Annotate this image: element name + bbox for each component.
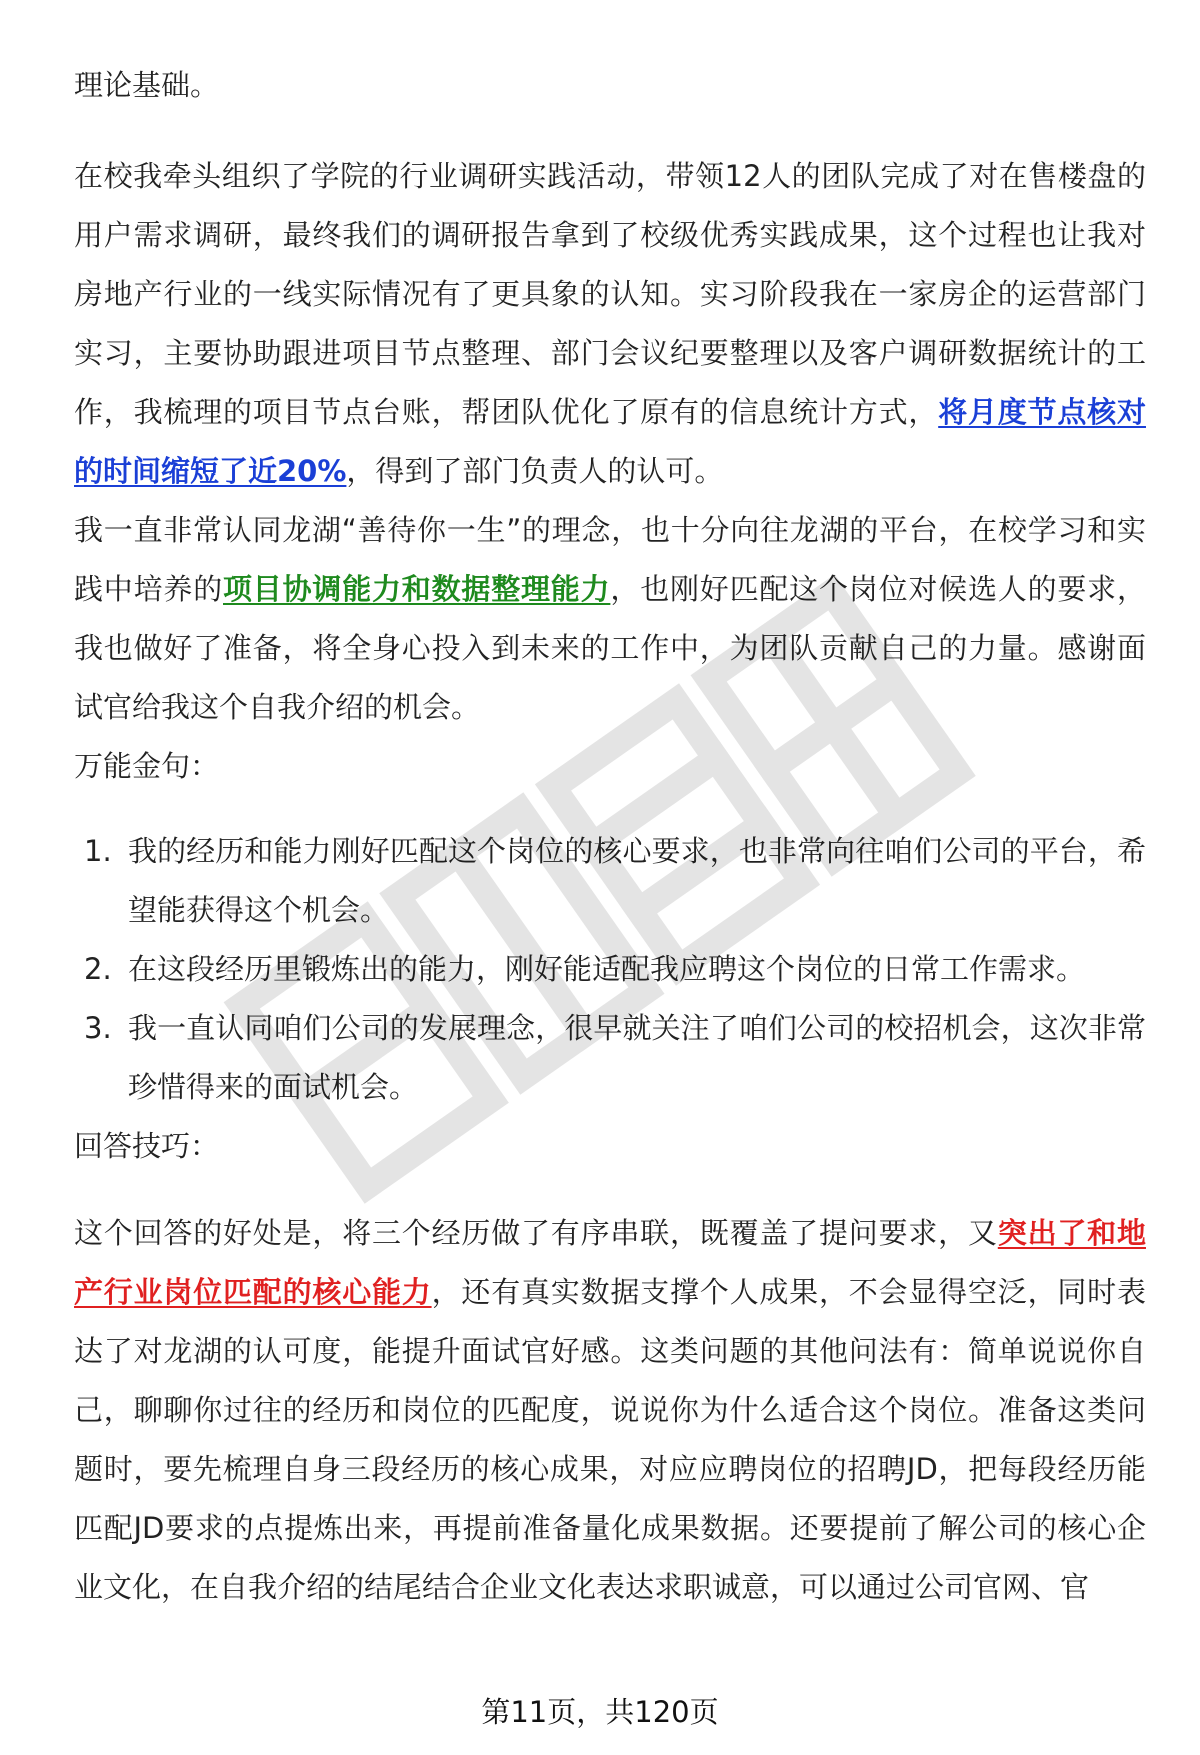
- document-page: [74, 56, 1146, 1617]
- motivation-highlight: 项目协调能力和数据整理能力: [223, 572, 611, 606]
- list-item-number: 2.: [84, 952, 112, 986]
- motivation-paragraph: [74, 501, 1146, 737]
- golden-phrases-list: [74, 822, 1146, 1117]
- experience-text: 在校我牵头组织了学院的行业调研实践活动，带领12人的团队完成了对在售楼盘的用户需求调研，最终我们的调研报告拿到了校级优秀实践成果，这个过程也让我对房地产行业的一线实际情况有了更具象的认知。实习阶段我在一家房企的运营部门实习，主要协助跟进项目节点整理、部门会议纪要整理以及客户调研数据统计的工作，我梳理的项目节点台账，帮团队优化了原有的信息统计方式，: [74, 159, 1146, 429]
- tips-text-end: ，还有真实数据支撑个人成果，不会显得空泛，同时表达了对龙湖的认可度，能提升面试官好感。这类问题的其他问法有：简单说说你自己，聊聊你过往的经历和岗位的匹配度，说说你为什么适合这个岗位。准备这类问题时，要先梳理自身三段经历的核心成果，对应应聘岗位的招聘JD，把每段经历能匹配JD要求的点提炼出来，再提前准备量化成果数据。还要提前了解公司的核心企业文化，在自我介绍的结尾结合企业文化表达求职诚意，可以通过公司官网、官: [74, 1275, 1146, 1604]
- experience-highlight: 将月度节点核对的时间缩短了近20%: [74, 395, 1146, 488]
- list-item: [74, 999, 1146, 1117]
- motivation-text-end: ，也刚好匹配这个岗位对候选人的要求，我也做好了准备，将全身心投入到未来的工作中，为团队贡献自己的力量。感谢面试官给我这个自我介绍的机会。: [74, 572, 1146, 724]
- answer-tips-heading: 回答技巧：: [74, 1129, 220, 1163]
- list-item-number: 1.: [84, 834, 112, 868]
- tips-highlight: 突出了和地产行业岗位匹配的核心能力: [74, 1216, 1146, 1309]
- golden-phrases-heading: 万能金句：: [74, 749, 220, 783]
- tips-text: 这个回答的好处是，将三个经历做了有序串联，既覆盖了提问要求，又: [74, 1216, 998, 1250]
- list-item: [74, 822, 1146, 940]
- experience-paragraph: [74, 147, 1146, 501]
- motivation-text: 我一直非常认同龙湖“善待你一生”的理念，也十分向往龙湖的平台，在校学习和实践中培养的: [74, 513, 1146, 606]
- list-item-text: 在这段经历里锻炼出的能力，刚好能适配我应聘这个岗位的日常工作需求。: [128, 952, 1086, 986]
- list-item-text: 我的经历和能力刚好匹配这个岗位的核心要求，也非常向往咱们公司的平台，希望能获得这个机会。: [128, 834, 1146, 927]
- tips-paragraph: [74, 1204, 1146, 1617]
- list-item-text: 我一直认同咱们公司的发展理念，很早就关注了咱们公司的校招机会，这次非常珍惜得来的面试机会。: [128, 1011, 1146, 1104]
- list-item-number: 3.: [84, 1011, 112, 1045]
- intro-tail-text: 理论基础。: [74, 68, 220, 102]
- experience-text-end: ，得到了部门负责人的认可。: [346, 454, 724, 488]
- page-footer: 第11页，共120页: [481, 1695, 719, 1729]
- list-item: [74, 940, 1146, 999]
